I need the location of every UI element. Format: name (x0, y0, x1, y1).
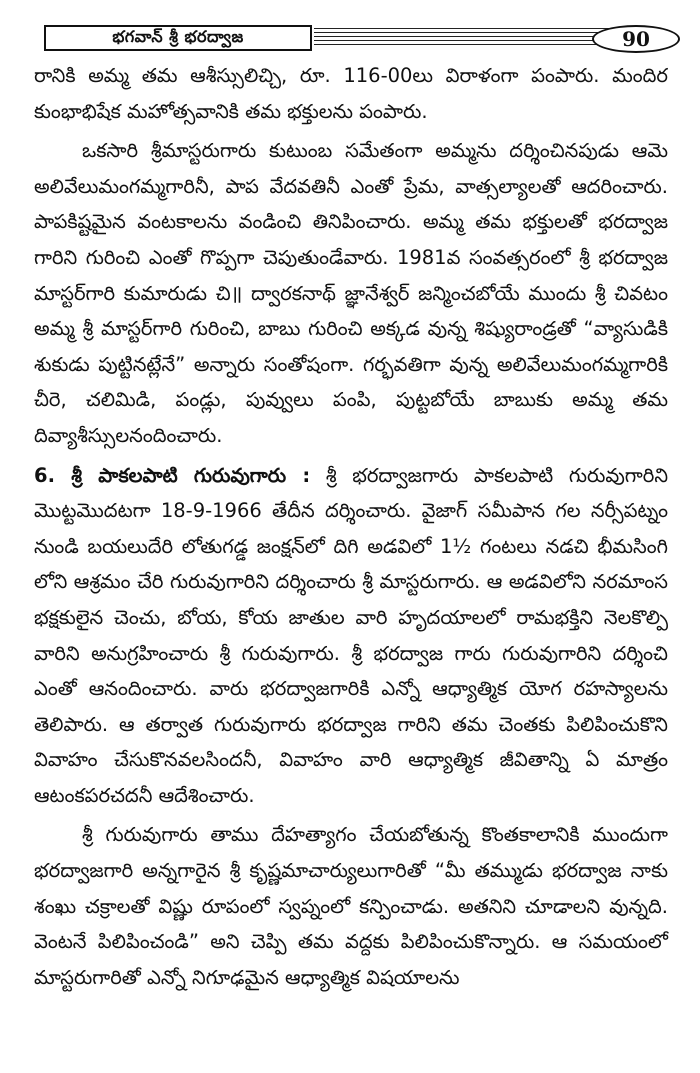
paragraph-3 (34, 458, 668, 814)
header-rule-lines (314, 28, 614, 50)
page-number: 90 (592, 25, 680, 53)
page-header (44, 25, 684, 55)
section-heading: 6. శ్రీ పాకలపాటి గురువుగారు : (34, 463, 311, 487)
paragraph-3-text: శ్రీ భరద్వాజగారు పాకలపాటి గురువుగారిని మొట్టమొదటగా 18-9-1966 తేదీన దర్శించారు. వైజాగ్ సమీపాన గల నర్సీపట్నం నుండి బయలుదేరి లోతుగడ్డ జంక్షన్‌లో దిగి అడవిలో 1½ గంటలు నడచి భీమసింగి లోని ఆశ్రమం చేరి గురువుగారిని దర్శించారు శ్రీ మాస్టరుగారు. ఆ అడవిలోని నరమాంస భక్షకులైన చెంచు, బోయ, కోయ జాతుల వారి హృదయాలలో రామభక్తిని నెలకొల్పి వారిని అనుగ్రహించారు శ్రీ గురువుగారు. శ్రీ భరద్వాజ గారు గురువుగారిని దర్శించి ఎంతో ఆనందించారు. వారు భరద్వాజగారికి ఎన్నో ఆధ్యాత్మిక యోగ రహస్యాలను తెలిపారు. ఆ తర్వాత గురువుగారు భరద్వాజ గారిని తమ చెంతకు పిలిపించుకొని వివాహం చేసుకొనవలసిందనీ, వివాహం వారి ఆధ్యాత్మిక జీవితాన్ని ఏ మాత్రం ఆటంకపరచదనీ ఆదేశించారు. (34, 463, 669, 807)
paragraph-4: శ్రీ గురువుగారు తాము దేహత్యాగం చేయబోతున్న కొంతకాలానికి ముందుగా భరద్వాజగారి అన్నగారైన శ్రీ కృష్ణమాచార్యులుగారితో “మీ తమ్ముడు భరద్వాజ నాకు శంఖు చక్రాలతో విష్ణు రూపంలో స్వప్నంలో కన్పించాడు. అతనిని చూడాలని వున్నది. వెంటనే పిలిపించండి” అని చెప్పి తమ వద్దకు పిలిపించుకొన్నారు. ఆ సమయంలో మాస్టరుగారితో ఎన్నో నిగూఢమైన ఆధ్యాత్మిక విషయాలను (34, 823, 668, 989)
paragraph-1: రానికి అమ్మ తమ ఆశీస్సులిచ్చి, రూ. 116-00లు విరాళంగా పంపారు. మందిర కుంభాభిషేక మహోత్సవానికి తమ భక్తులను పంపారు. (34, 64, 668, 123)
paragraph-2: ఒకసారి శ్రీమాస్టరుగారు కుటుంబ సమేతంగా అమ్మను దర్శించినపుడు ఆమె అలివేలుమంగమ్మగారినీ, పాప వేదవతినీ ఎంతో ప్రేమ, వాత్సల్యాలతో ఆదరించారు. పాపకిష్టమైన వంటకాలను వండించి తినిపించారు. అమ్మ తమ భక్తులతో భరద్వాజ గారిని గురించి ఎంతో గొప్పగా చెపుతుండేవారు. 1981వ సంవత్సరంలో శ్రీ భరద్వాజ మాస్టర్‌గారి కుమారుడు చి॥ ద్వారకనాథ్ జ్ఞానేశ్వర్ జన్మించబోయే ముందు శ్రీ చివటం అమ్మ శ్రీ మాస్టర్‌గారి గురించి, బాబు గురించి అక్కడ వున్న శిష్యురాండ్రతో “వ్యాసుడికి శుకుడు పుట్టినట్లేనే” అన్నారు సంతోషంగా. గర్భవతిగా వున్న అలివేలుమంగమ్మగారికి చీరె, చలిమిడి, పండ్లు, పువ్వులు పంపి, పుట్టబోయే బాబుకు అమ్మ తమ దివ్యాశీస్సులనందించారు. (34, 139, 668, 447)
page-body (34, 58, 668, 995)
running-title: భగవాన్ శ్రీ భరద్వాజ (44, 25, 312, 51)
